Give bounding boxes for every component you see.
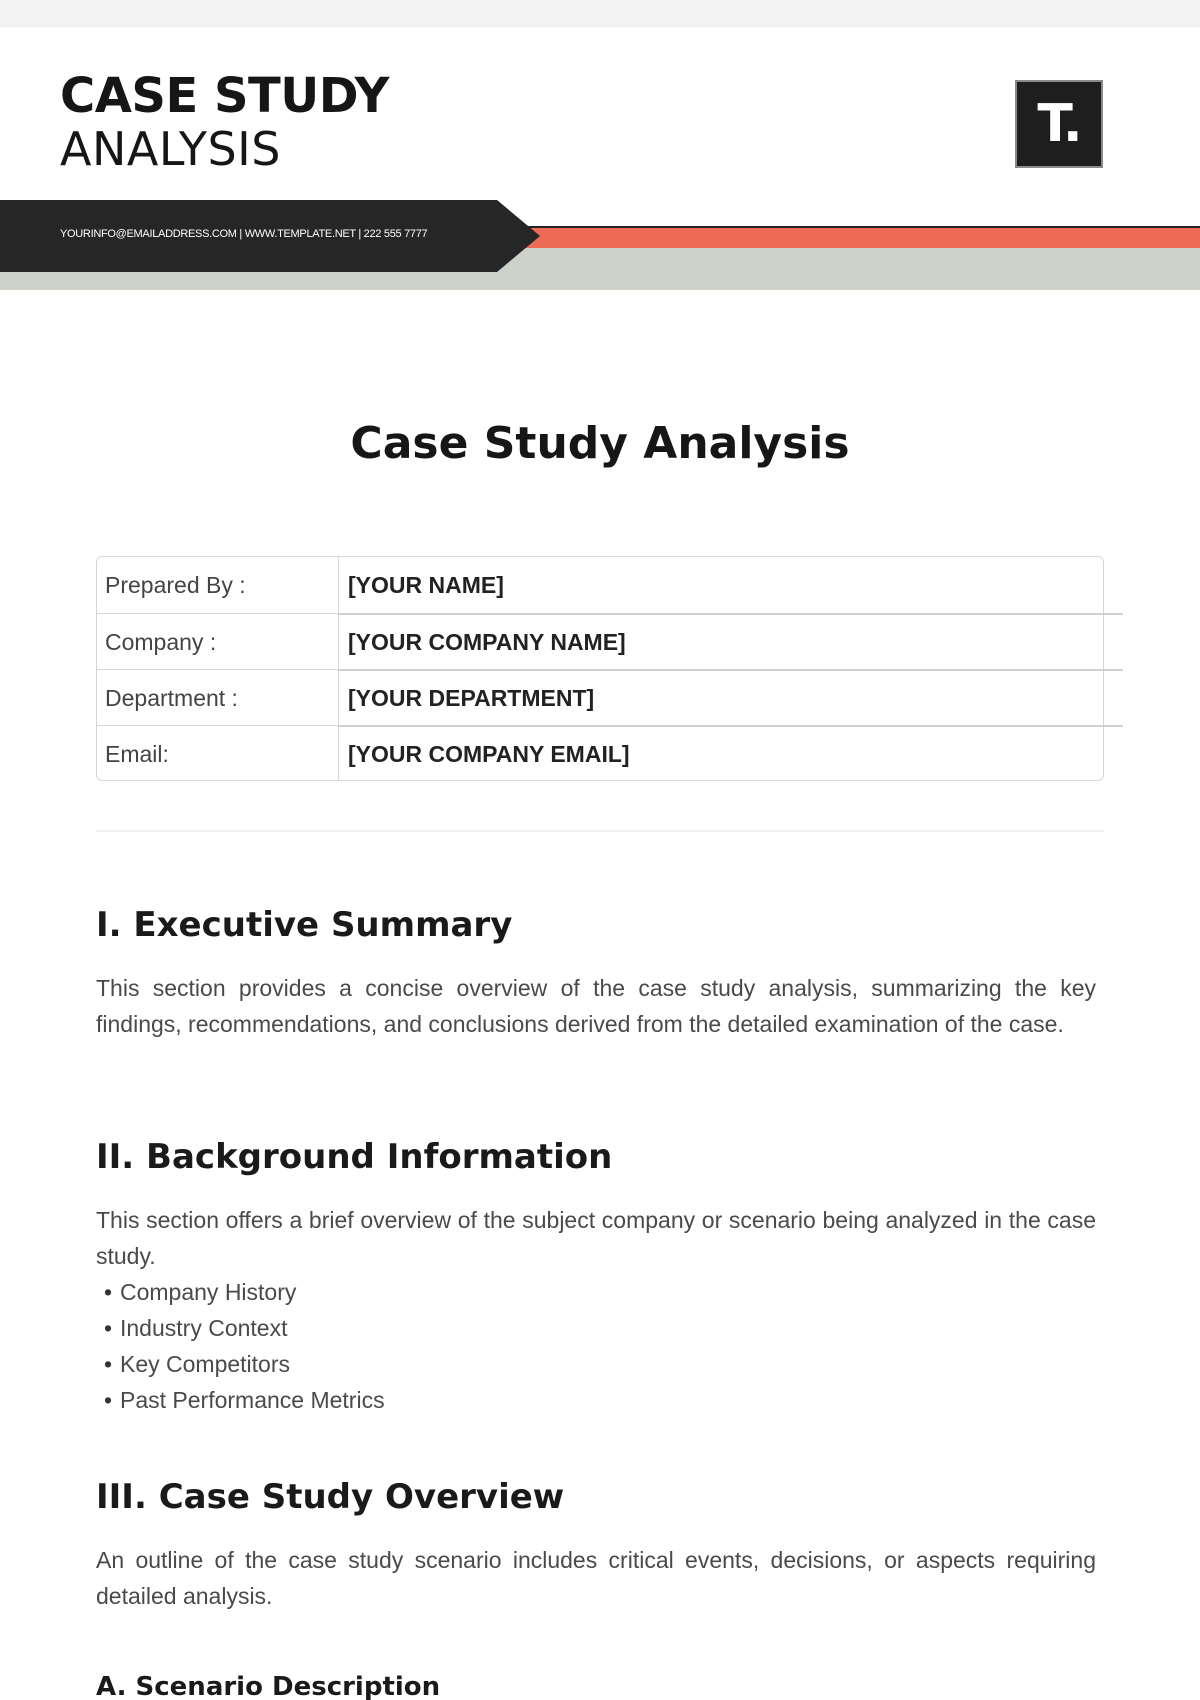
header-title-line2: ANALYSIS (60, 122, 281, 176)
info-label: Prepared By : (105, 572, 246, 598)
info-label: Company : (105, 629, 217, 655)
header-title (60, 68, 389, 176)
info-row-company (97, 614, 1103, 670)
info-row-prepared-by (97, 557, 1103, 613)
section-body-overview: An outline of the case study scenario includes critical events, decisions, or aspects requiring detailed analysis. (96, 1547, 1096, 1609)
info-value: [YOUR COMPANY NAME] (348, 629, 626, 655)
info-value: [YOUR NAME] (348, 572, 504, 598)
section-heading-background: II. Background Information (96, 1137, 613, 1177)
header-title-line1: CASE STUDY (60, 68, 389, 124)
subsection-heading-scenario: A. Scenario Description (96, 1672, 441, 1700)
logo-text: T. (1037, 94, 1081, 154)
list-item: • Industry Context (104, 1310, 385, 1346)
logo (1015, 80, 1103, 168)
section-heading-executive-summary: I. Executive Summary (96, 905, 513, 945)
info-label: Email: (105, 741, 169, 767)
info-value: [YOUR COMPANY EMAIL] (348, 741, 630, 767)
header-band-accent (520, 226, 1200, 248)
contact-info: YOURINFO@EMAILADDRESS.COM | WWW.TEMPLATE.NET | 222 555 7777 (60, 228, 428, 240)
section-body-background: This section offers a brief overview of the subject company or scenario being analyzed in the case study. (96, 1207, 1096, 1269)
info-table (96, 556, 1104, 781)
list-item: • Key Competitors (104, 1346, 385, 1382)
info-value: [YOUR DEPARTMENT] (348, 685, 595, 711)
list-item: • Past Performance Metrics (104, 1382, 385, 1418)
section-heading-overview: III. Case Study Overview (96, 1477, 565, 1517)
section-body-executive-summary: This section provides a concise overview of the case study analysis, summarizing the key findings, recommendations, and conclusions derived from the detailed examination of the case. (96, 975, 1096, 1037)
info-label: Department : (105, 685, 238, 711)
info-row-email (97, 726, 1103, 782)
document-title: Case Study Analysis (350, 418, 850, 469)
background-bullet-list (104, 1274, 385, 1418)
info-row-department (97, 670, 1103, 726)
list-item: • Company History (104, 1274, 385, 1310)
section-divider (96, 830, 1104, 832)
page-top-strip (0, 0, 1200, 27)
